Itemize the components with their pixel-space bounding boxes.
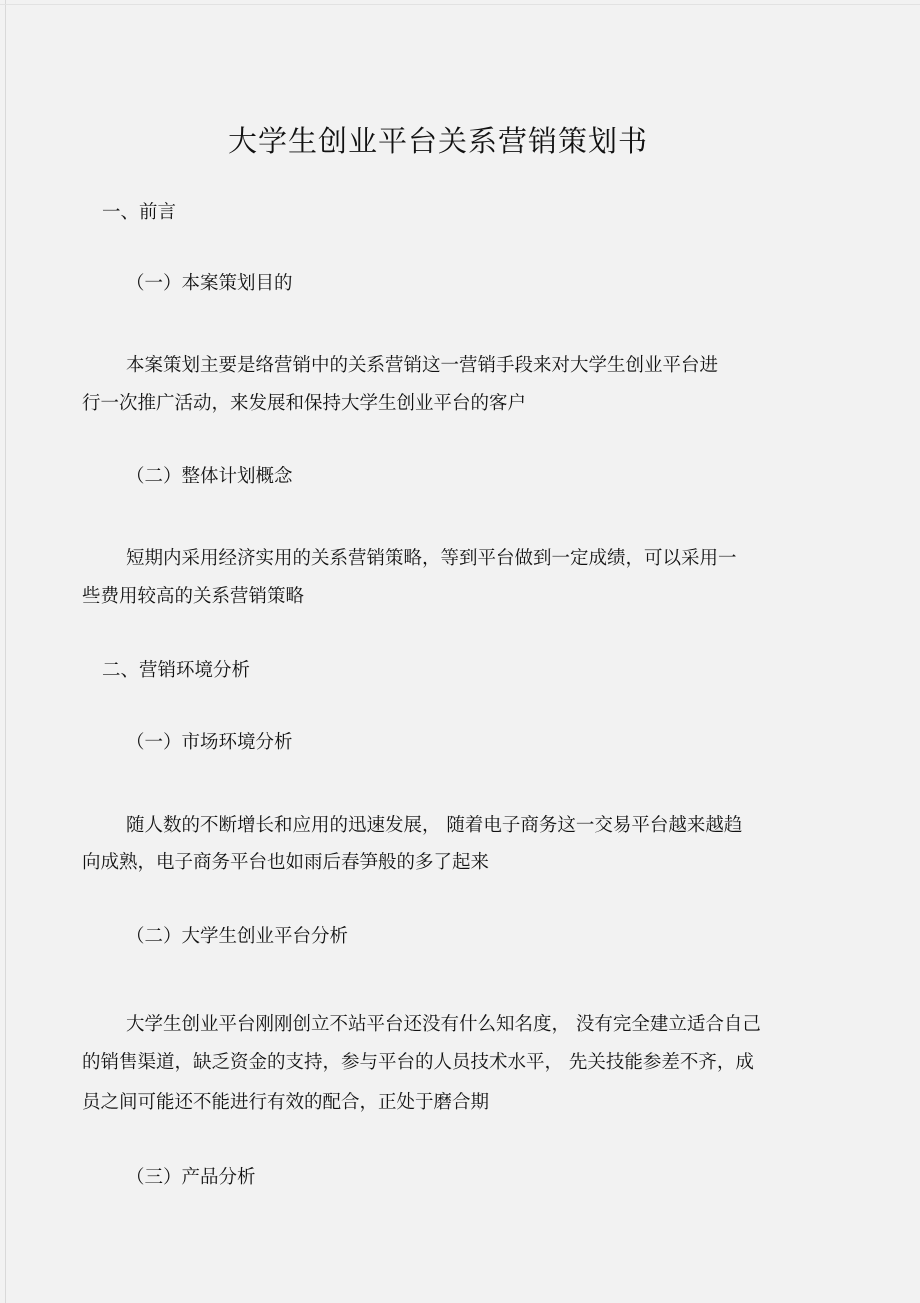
subheading-concept: （二）整体计划概念 [126,466,293,487]
heading-env-analysis: 二、营销环境分析 [102,660,251,681]
paragraph-concept-line-1: 短期内采用经济实用的关系营销策略，等到平台做到一定成绩，可以采用一 [126,548,737,569]
paragraph-platform-line-2: 的销售渠道，缺乏资金的支持，参与平台的人员技术水平， 先关技能参差不齐，成 [82,1052,754,1073]
heading-preface: 一、前言 [102,202,177,223]
subheading-market: （一）市场环境分析 [126,732,293,753]
paragraph-platform-line-3: 员之间可能还不能进行有效的配合，正处于磨合期 [82,1092,490,1113]
paragraph-purpose-line-2: 行一次推广活动，来发展和保持大学生创业平台的客户 [82,393,527,414]
page-border-top [0,4,920,5]
paragraph-platform-line-1: 大学生创业平台刚刚创立不站平台还没有什么知名度， 没有完全建立适合自己 [126,1014,761,1035]
page-border-left [5,0,6,1303]
subheading-platform: （二）大学生创业平台分析 [126,926,349,947]
paragraph-market-line-1: 随人数的不断增长和应用的迅速发展， 随着电子商务这一交易平台越来越趋 [126,815,743,836]
paragraph-purpose-line-1: 本案策划主要是络营销中的关系营销这一营销手段来对大学生创业平台进 [126,355,719,376]
subheading-purpose: （一）本案策划目的 [126,273,293,294]
subheading-product: （三）产品分析 [126,1167,256,1188]
paragraph-market-line-2: 向成熟，电子商务平台也如雨后春笋般的多了起来 [82,852,490,873]
document-title: 大学生创业平台关系营销策划书 [227,124,648,158]
paragraph-concept-line-2: 些费用较高的关系营销策略 [82,586,305,607]
